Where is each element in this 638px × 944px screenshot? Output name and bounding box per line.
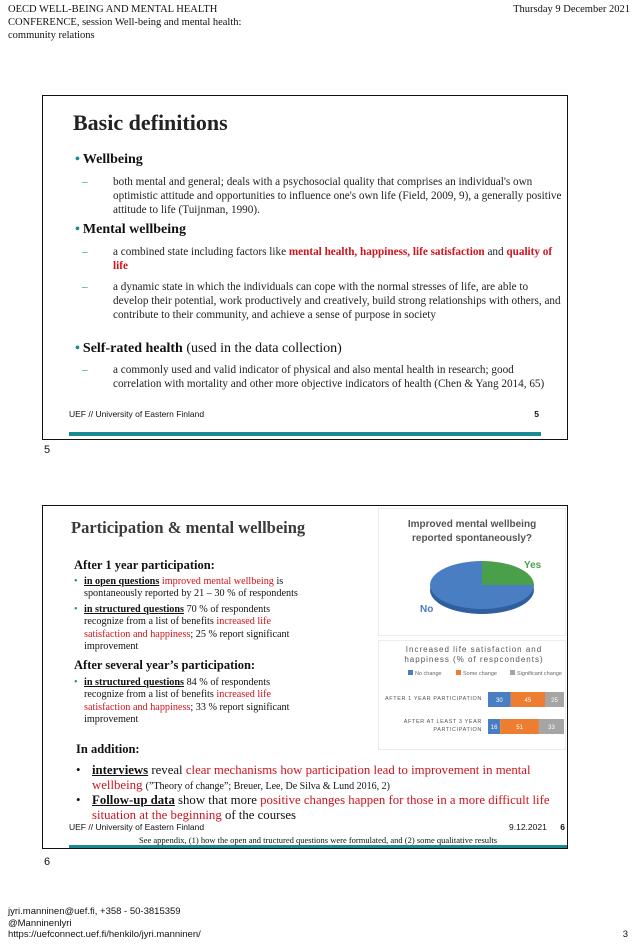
slide-6-label: 6	[44, 856, 51, 868]
after-1-year-heading: After 1 year participation:	[74, 558, 215, 572]
slide-5-footer: UEF // University of Eastern Finland	[69, 409, 205, 419]
legend-swatch	[408, 670, 413, 675]
bar-value-label: 16	[490, 725, 498, 731]
sub-mental-wellbeing-1: – a combined state including factors like mental health, happiness, life satisfaction and quality of life	[82, 246, 553, 272]
header-left	[8, 3, 241, 42]
header-line3: community relations	[8, 30, 95, 41]
bar-value-label: 30	[496, 698, 503, 704]
legend-label: No change	[415, 671, 442, 677]
bullet-self-rated-health: • Self-rated health (used in the data collection)	[75, 341, 342, 356]
slide-6-page: 6	[560, 822, 565, 832]
bullet-mental-wellbeing: • Mental wellbeing	[75, 222, 186, 237]
bullet-follow-up: • Follow-up data show that more positive changes happen for those in a more difficult life situation at the beginning of the courses	[76, 793, 550, 822]
bullet-open-questions: • in open questions improved mental wellbeing is spontaneously reported by 21 – 30 % of respondents	[74, 576, 298, 600]
sub-mental-wellbeing-2: – a dynamic state in which the individuals can cope with the normal stresses of life, are able to develop their potential, work productively and creatively, build strong relationships with others, and contribute to their community, and achieve a sense of purpose in society	[82, 281, 561, 321]
slide-6-appendix-note: See appendix, (1) how the open and tructured questions were formulated, and (2) some qualitative results	[139, 835, 498, 845]
legend-swatch	[510, 670, 515, 675]
slide-6-footer: UEF // University of Eastern Finland	[69, 822, 205, 832]
document-page-number: 3	[622, 929, 628, 940]
stacked-bar-chart	[378, 640, 566, 750]
bar-value-label: 25	[551, 698, 558, 704]
slide-5-label: 5	[44, 444, 51, 456]
slide-5-title: Basic definitions	[73, 110, 228, 135]
bar-category-label: AFTER 1 YEAR PARTICIPATION	[385, 696, 482, 702]
sub-self-rated-health: – a commonly used and valid indicator of physical and also mental health in research; good correlation with mortality and other more objective indicators of health (Chen & Yang 2014, 65)	[82, 364, 545, 390]
contact-url[interactable]: https://uefconnect.uef.fi/henkilo/jyri.manninen/	[8, 929, 201, 940]
legend-swatch	[456, 670, 461, 675]
slide-5	[42, 95, 568, 440]
pie-title-line1: Improved mental wellbeing	[407, 519, 537, 530]
bar-value-label: 33	[548, 725, 555, 731]
legend-label: Some change	[463, 671, 497, 677]
slide-6-title: Participation & mental wellbeing	[71, 518, 306, 537]
header-line1: OECD WELL-BEING AND MENTAL HEALTH	[8, 4, 218, 15]
contact-block	[8, 906, 201, 941]
bullet-interviews: • interviews reveal clear mechanisms how participation lead to improvement in mental wellbeing (”Theory of change”; Breuer, Lee, De Silva & Lund 2016, 2)	[76, 763, 531, 792]
slide-5-page: 5	[534, 409, 539, 419]
bullet-structured-questions-1: • in structured questions 70 % of respondents recognize from a list of benefits increased life satisfaction and happiness; 25 % report significant improvement	[74, 604, 290, 652]
pie-chart	[378, 508, 566, 636]
sub-wellbeing: – both mental and general; deals with a psychosocial quality that comprises an individual's own optimistic attitude and opportunities to influence one's own life (Field, 2009, 9), a generally positive attitude to life (Tuijnman, 1990).	[82, 176, 562, 216]
contact-handle: @Manninenlyri	[8, 917, 72, 929]
slide-6-date: 9.12.2021	[509, 822, 547, 832]
bar-title-line1: Increased life satisfaction and	[405, 645, 543, 654]
bar-category-label: PARTICIPATION	[433, 727, 482, 733]
pie-title-line2: reported spontaneously?	[411, 533, 533, 544]
bullet-structured-questions-2: • in structured questions 84 % of respondents recognize from a list of benefits increased life satisfaction and happiness; 33 % report significant improvement	[74, 677, 290, 725]
pie-label-yes: Yes	[524, 560, 542, 571]
bar-title-line2: happiness (% of respcondents)	[404, 655, 544, 664]
bullet-wellbeing: • Wellbeing	[75, 152, 143, 167]
pie-label-no: No	[420, 604, 434, 615]
bar-value-label: 51	[516, 725, 523, 731]
contact-email-phone: jyri.manninen@uef.fi, +358 - 50-3815359	[8, 906, 181, 917]
bar-value-label: 45	[524, 698, 532, 704]
header-date: Thursday 9 December 2021	[513, 4, 630, 15]
bar-category-label: AFTER AT LEAST 3 YEAR	[403, 719, 482, 725]
slide-6-accent-bar	[69, 845, 567, 848]
legend-label: Significant change	[517, 671, 562, 677]
in-addition-heading: In addition:	[76, 742, 140, 756]
slide-6	[42, 505, 568, 849]
slide-5-accent-bar	[69, 432, 541, 436]
header-line2: CONFERENCE, session Well-being and mental health:	[8, 17, 242, 28]
after-several-years-heading: After several year’s participation:	[74, 658, 256, 672]
